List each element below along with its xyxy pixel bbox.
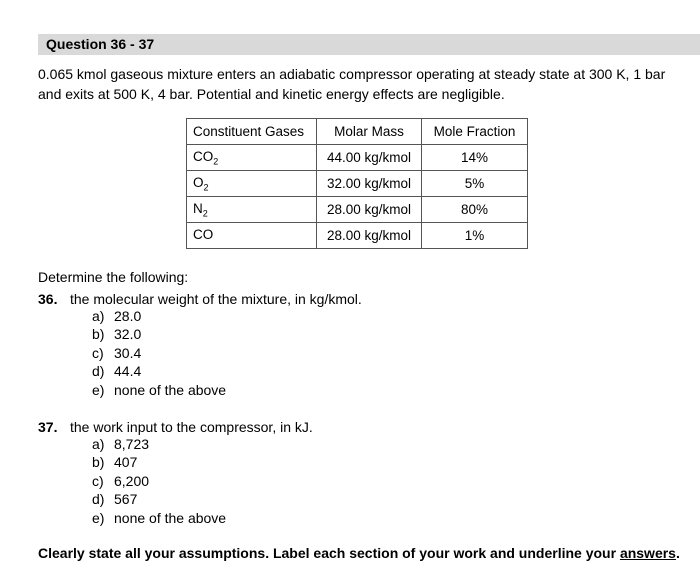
- option-item: a) 28.0: [92, 308, 142, 324]
- option-item: d) 44.4: [92, 363, 142, 380]
- question-number: 36.: [38, 291, 58, 307]
- table-row: [187, 145, 528, 171]
- option-item: d) 567: [92, 491, 138, 508]
- problem-line-2: and exits at 500 K, 4 bar. Potential and kinetic energy effects are negligible.: [38, 86, 505, 102]
- answers-underlined: answers: [619, 545, 676, 561]
- column-header-molar-mass: Molar Mass: [317, 119, 422, 145]
- mole-fraction: 80%: [422, 197, 528, 223]
- molar-mass: 28.00 kg/kmol: [317, 197, 422, 223]
- table-row: [187, 197, 528, 223]
- column-header-gas: Constituent Gases: [187, 119, 317, 145]
- gas-name: CO: [187, 223, 317, 249]
- option-item: c) 30.4: [92, 344, 142, 361]
- option-item: e) none of the above: [92, 381, 227, 398]
- table-row: [187, 223, 528, 249]
- molar-mass: 28.00 kg/kmol: [317, 223, 422, 249]
- question-number: 37.: [38, 419, 58, 435]
- question-text: the molecular weight of the mixture, in kg/kmol.: [70, 291, 362, 307]
- gas-name: $O_2$: [187, 171, 317, 197]
- mole-fraction: 5%: [422, 171, 528, 197]
- table-row: [187, 171, 528, 197]
- question-36: [38, 289, 362, 309]
- column-header-mole-fraction: Mole Fraction: [422, 119, 528, 145]
- mole-fraction: 14%: [422, 145, 528, 171]
- instructions-footer: Clearly state all your assumptions. Label each section of your work and underline your answers.: [38, 545, 680, 561]
- option-item: b) 407: [92, 454, 138, 471]
- gas-name: $N_2$: [187, 197, 317, 223]
- gas-properties-table: [186, 118, 528, 249]
- problem-statement: [38, 64, 678, 104]
- option-item: a) 8,723: [92, 436, 150, 452]
- option-item: b) 32.0: [92, 326, 142, 343]
- option-item: c) 6,200: [92, 472, 150, 489]
- question-36-options: [92, 307, 226, 399]
- question-text: the work input to the compressor, in kJ.: [70, 419, 313, 435]
- table-header-row: [187, 119, 528, 145]
- question-header: Question 36 - 37: [38, 34, 700, 55]
- gas-name: $CO_2$: [187, 145, 317, 171]
- option-item: e) none of the above: [92, 509, 227, 526]
- molar-mass: 32.00 kg/kmol: [317, 171, 422, 197]
- question-37: [38, 417, 313, 437]
- question-37-options: [92, 435, 226, 527]
- mole-fraction: 1%: [422, 223, 528, 249]
- problem-line-1: 0.065 kmol gaseous mixture enters an adiabatic compressor operating at steady state at 300 K, 1 bar: [38, 66, 666, 82]
- determine-heading: Determine the following:: [38, 269, 189, 285]
- molar-mass: 44.00 kg/kmol: [317, 145, 422, 171]
